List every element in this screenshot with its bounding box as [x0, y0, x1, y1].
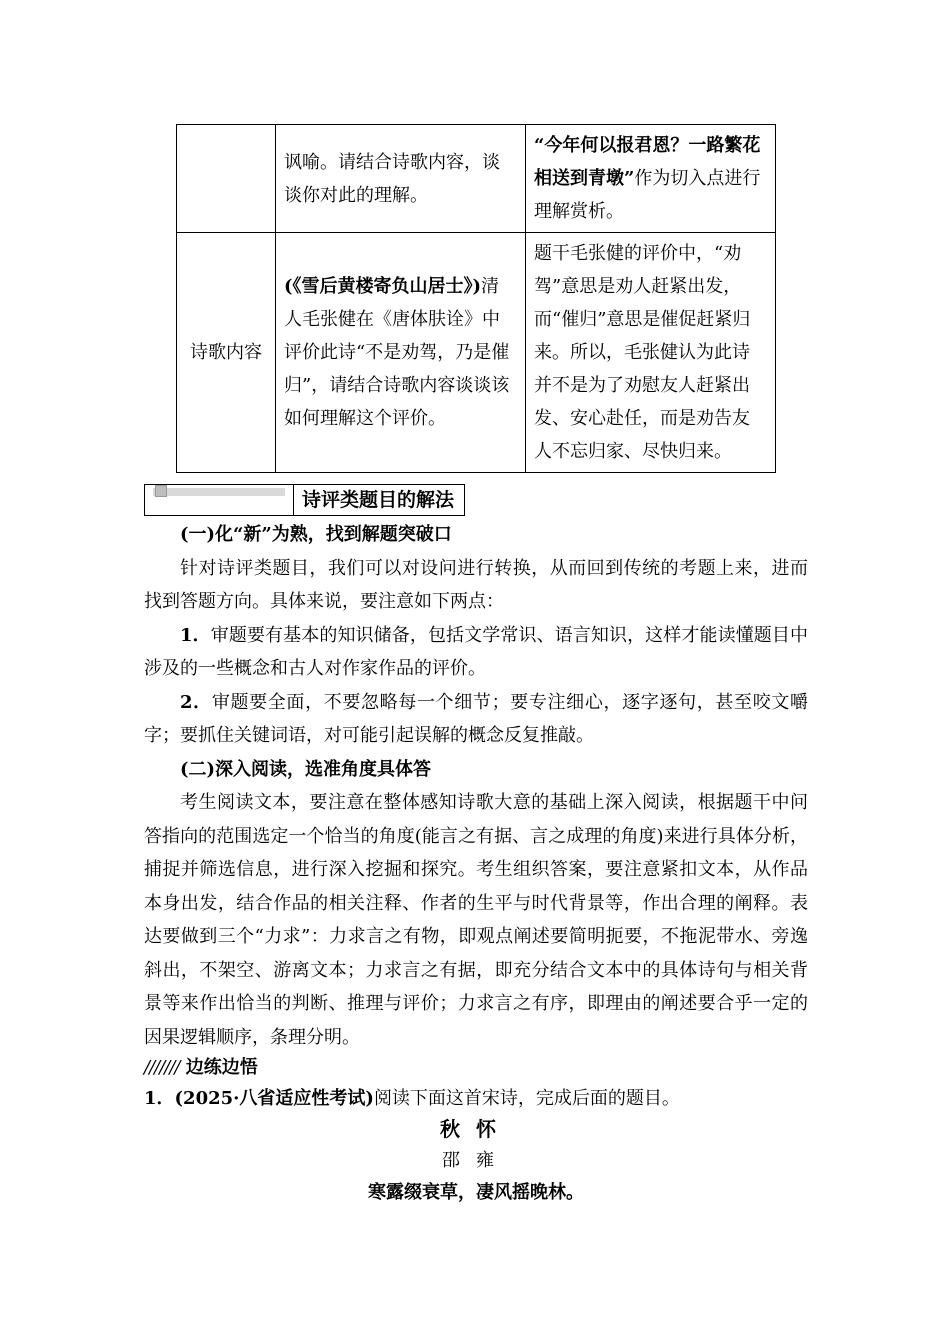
exercise-title: 边练边悟 — [185, 1057, 258, 1078]
table-cell-answer — [526, 125, 776, 233]
answer-quote: “今年何以报君恩？一路繁花相送到青墩” — [534, 135, 761, 189]
section-tag-icon — [155, 485, 167, 497]
table-cell-answer: 题干毛张健的评价中，“劝驾”意思是劝人赶紧出发，而“催归”意思是催促赶紧归来。所以，毛张健认为此诗并不是为了劝慰友人赶紧出发、安心赴任，而是劝告友人不忘归家、尽快归来。 — [526, 233, 776, 473]
list-item-text: 审题要全面，不要忽略每一个细节；要专注细心，逐字逐句，甚至咬文嚼字；要抓住关键词语，对可能引起误解的概念反复推敲。 — [144, 691, 808, 746]
table-cell-category: 诗歌内容 — [177, 233, 276, 473]
question-number: 1． — [144, 1088, 175, 1109]
question-text: 清人毛张健在《唐体肤诠》中评价此诗“不是劝驾，乃是催归”，请结合诗歌内容谈谈该如何理解这个评价。 — [284, 276, 510, 429]
paragraph-1: 针对诗评类题目，我们可以对设问进行转换，从而回到传统的考题上来，进而找到答题方向。具体来说，要注意如下两点： — [144, 557, 808, 612]
section-tag-bar — [153, 488, 285, 496]
list-item — [144, 619, 808, 686]
answer-table — [176, 124, 776, 473]
list-item — [144, 686, 808, 753]
poem — [144, 1112, 808, 1210]
table-cell-category — [177, 125, 276, 233]
section-title: 诗评类题目的解法 — [302, 489, 455, 511]
subheading-2: (二)深入阅读，选准角度具体答 — [180, 758, 432, 780]
section-tag — [145, 485, 294, 515]
list-item-number: 2． — [180, 691, 212, 713]
main-content — [144, 518, 808, 1116]
table-row — [177, 125, 776, 233]
subheading-1: (一)化“新”为熟，找到解题突破口 — [180, 524, 452, 545]
answer-text: 作为切入点进行理解赏析。 — [534, 168, 761, 222]
exercise-slashes: /////// — [144, 1057, 180, 1078]
exercise-label — [144, 1054, 808, 1082]
table-cell-question: 讽喻。请结合诗歌内容，谈谈你对此的理解。 — [276, 125, 526, 233]
question-source: (2025·八省适应性考试) — [174, 1088, 374, 1109]
paragraph-2: 考生阅读文本，要注意在整体感知诗歌大意的基础上深入阅读，根据题干中问答指向的范围选定一个恰当的角度(能言之有据、言之成理的角度)来进行具体分析，捕捉并筛选信息，进行深入挖掘和探究。考生组织答案，要注意紧扣文本，从作品本身出发，结合作品的相关注释、作者的生平与时代背景等，作出合理的阐释。表达要做到三个“力求”：力求言之有物，即观点阐述要简明扼要，不拖泥带水、旁逸斜出，不架空、游离文本；力求言之有据，即充分结合文本中的具体诗句与相关背景等来作出恰当的判断、推理与评价；力求言之有序，即理由的阐述要合乎一定的因果逻辑顺序，条理分明。 — [144, 792, 808, 1048]
poem-reference: (《雪后黄楼寄负山居士》) — [284, 276, 482, 297]
list-item-text: 审题要有基本的知识储备，包括文学常识、语言知识，这样才能读懂题目中涉及的一些概念和古人对作家作品的评价。 — [144, 624, 808, 679]
question-text: 阅读下面这首宋诗，完成后面的题目。 — [373, 1088, 680, 1109]
poem-title: 秋怀 — [440, 1117, 512, 1141]
table-row — [177, 233, 776, 473]
section-header — [144, 484, 465, 516]
poem-line: 寒露缀衰草，凄风摇晚林。 — [368, 1182, 584, 1203]
table-cell-question — [276, 233, 526, 473]
poem-author: 邵雍 — [442, 1150, 510, 1171]
question-1 — [144, 1082, 808, 1116]
list-item-number: 1． — [180, 624, 211, 646]
